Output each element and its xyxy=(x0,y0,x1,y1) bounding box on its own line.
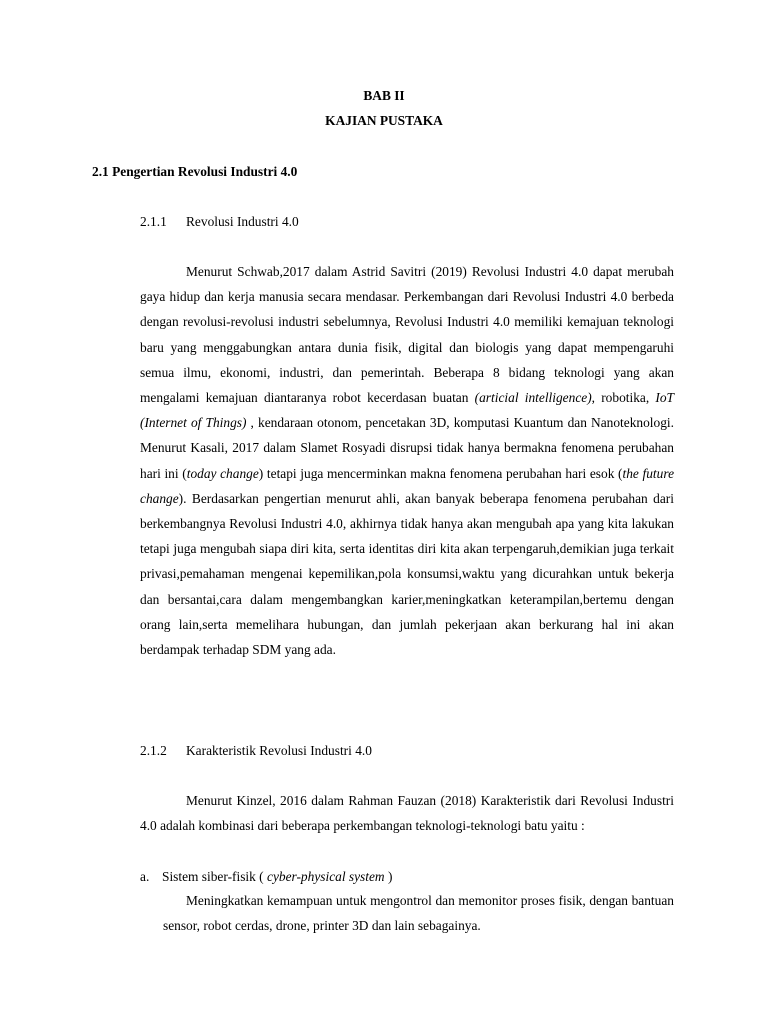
section-heading-2-1: 2.1 Pengertian Revolusi Industri 4.0 xyxy=(92,164,298,179)
subsection-number: 2.1.1 xyxy=(140,214,167,229)
paragraph-italic-term: the future change xyxy=(140,465,675,506)
list-marker: a. xyxy=(140,869,150,884)
list-item-label: ) xyxy=(384,869,393,884)
paragraph-text: , robotika, xyxy=(591,390,656,406)
paragraph-italic-term: today change xyxy=(186,465,259,481)
subsection-heading-2-1-1 xyxy=(140,212,299,232)
list-item-a xyxy=(140,867,392,887)
list-item-a-description xyxy=(163,888,674,938)
chapter-number: BAB II xyxy=(363,88,405,103)
subsection-title: Revolusi Industri 4.0 xyxy=(186,214,299,229)
paragraph-revolusi-industri xyxy=(140,259,674,662)
paragraph-text: ) tetapi juga mencerminkan makna fenomena perubahan hari esok ( xyxy=(258,465,623,481)
paragraph-text: Menurut Kinzel, 2016 dalam Rahman Fauzan (2018) Karakteristik dari Revolusi Industri 4.0 adalah kombinasi dari beberapa perkembangan teknologi-teknologi batu yaitu : xyxy=(140,793,674,834)
paragraph-italic-term: IoT (Internet of Things) xyxy=(140,390,675,431)
paragraph-text: ). Berdasarkan pengertian menurut ahli, akan banyak beberapa fenomena perubahan dari berkembangnya Revolusi Industri 4.0, akhirnya tidak hanya akan mengubah apa yang kita lakukan tetapi juga mengubah siapa diri kita, serta identitas diri kita akan terpengaruh,demikian juga terkait privasi,pemahaman mengenai kepemilikan,pola konsumsi,waktu yang dicurahkan untuk bekerja dan bersantai,cara dalam mengembangkan karier,meningkatkan keterampilan,bertemu dengan orang lain,serta memelihara hubungan, dan jumlah pekerjaan akan berkurang hal ini akan berdampak terhadap SDM yang ada. xyxy=(140,490,674,658)
paragraph-text: , kendaraan otonom, pencetakan 3D, komputasi Kuantum dan Nanoteknologi. Menurut Kasali, 2017 dalam Slamet Rosyadi disrupsi tidak hanya bermakna fenomena perubahan hari ini ( xyxy=(140,415,674,481)
list-item-label: Sistem siber-fisik ( xyxy=(162,869,267,884)
paragraph-italic-term: (articial intelligence) xyxy=(474,390,592,406)
chapter-title: KAJIAN PUSTAKA xyxy=(325,113,443,128)
subsection-number: 2.1.2 xyxy=(140,743,167,758)
subsection-title: Karakteristik Revolusi Industri 4.0 xyxy=(186,743,372,758)
subsection-heading-2-1-2 xyxy=(140,741,372,761)
paragraph-text: Menurut Schwab,2017 dalam Astrid Savitri (2019) Revolusi Industri 4.0 dapat merubah gaya hidup dan kerja manusia secara mendasar. Perkembangan dari Revolusi Industri 4.0 berbeda dengan revolusi-revolusi industri sebelumnya, Revolusi Industri 4.0 memiliki kemajuan teknologi baru yang menggabungkan antara dunia fisik, digital dan biologis yang dapat mempengaruhi semua ilmu, ekonomi, industri, dan pemerintah. Beberapa 8 bidang teknologi yang akan mengalami kemajuan diantaranya robot kecerdasan buatan xyxy=(140,264,674,406)
list-item-italic-term: cyber-physical system xyxy=(267,869,385,884)
paragraph-text: Meningkatkan kemampuan untuk mengontrol dan memonitor proses fisik, dengan bantuan sensor, robot cerdas, drone, printer 3D dan lain sebagainya. xyxy=(163,893,674,934)
paragraph-karakteristik xyxy=(140,788,674,838)
